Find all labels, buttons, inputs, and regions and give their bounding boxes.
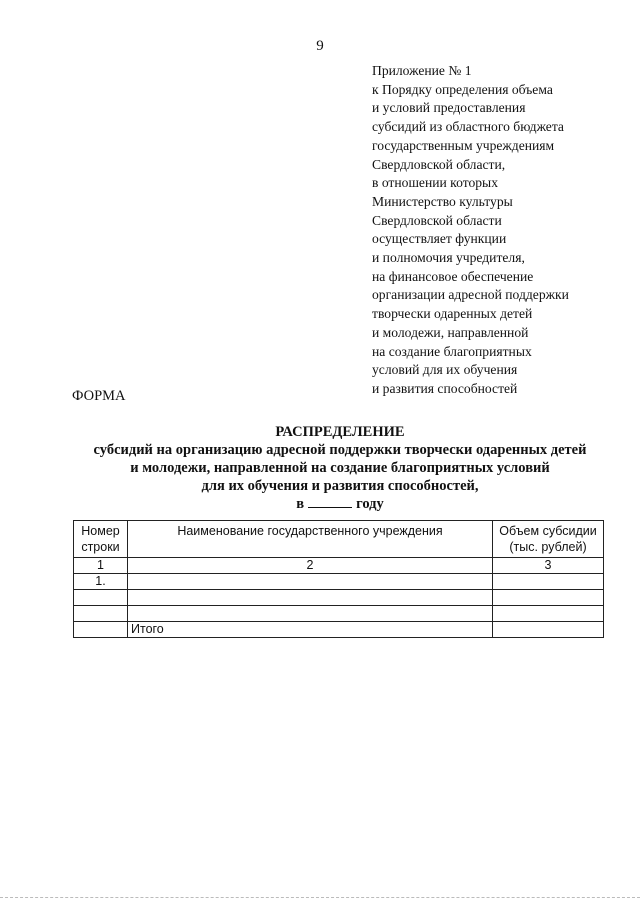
institution-name-cell[interactable] [128, 606, 493, 622]
table-row [74, 606, 604, 622]
appendix-line: в отношении которых [372, 175, 498, 191]
form-label: ФОРМА [72, 388, 126, 404]
appendix-note [372, 62, 632, 399]
appendix-line: субсидий из областного бюджета [372, 119, 564, 135]
title-line: для их обучения и развития способностей, [201, 478, 479, 494]
row-number-cell[interactable] [74, 606, 128, 622]
title-heading: РАСПРЕДЕЛЕНИЕ [275, 424, 405, 440]
header-text: строки [81, 540, 120, 554]
column-number: 2 [128, 558, 493, 574]
appendix-line: и полномочия учредителя, [372, 250, 525, 266]
subsidy-amount-cell[interactable] [493, 606, 604, 622]
year-line [60, 495, 620, 513]
column-number-row [74, 558, 604, 574]
header-institution-name [128, 521, 493, 558]
table-header-row [74, 521, 604, 558]
appendix-line: Приложение № 1 [372, 63, 472, 78]
column-number: 1 [74, 558, 128, 574]
appendix-line: государственным учреждениям [372, 137, 555, 153]
appendix-line: и молодежи, направленной [372, 324, 529, 340]
appendix-line: Министерство культуры [372, 193, 513, 209]
header-text: (тыс. рублей) [509, 540, 587, 554]
row-number-cell[interactable]: 1. [74, 574, 128, 590]
title-line: и молодежи, направленной на создание благоприятных условий [130, 460, 550, 476]
total-amount-cell[interactable] [493, 622, 604, 638]
header-text: Номер [81, 524, 120, 538]
appendix-line: осуществляет функции [372, 231, 507, 247]
header-row-number [74, 521, 128, 558]
page-edge-divider [0, 897, 640, 898]
appendix-line: условий для их обучения [372, 362, 518, 378]
appendix-line: организации адресной поддержки [372, 287, 569, 303]
distribution-table [73, 520, 604, 638]
column-number: 3 [493, 558, 604, 574]
total-row [74, 622, 604, 638]
header-subsidy-amount [493, 521, 604, 558]
appendix-line: на создание благоприятных [372, 343, 532, 359]
appendix-line: к Порядку определения объема [372, 81, 553, 97]
appendix-line: Свердловской области, [372, 156, 506, 172]
subsidy-amount-cell[interactable] [493, 590, 604, 606]
table-row [74, 574, 604, 590]
year-suffix: году [356, 496, 384, 512]
total-label: Итого [128, 622, 493, 638]
total-number-cell [74, 622, 128, 638]
year-blank-field[interactable] [308, 495, 352, 508]
institution-name-cell[interactable] [128, 590, 493, 606]
appendix-line: и условий предоставления [372, 100, 526, 116]
year-prefix: в [296, 496, 305, 512]
page-number: 9 [316, 38, 324, 54]
document-title [60, 423, 620, 513]
row-number-cell[interactable] [74, 590, 128, 606]
appendix-line: Свердловской области [372, 212, 502, 228]
header-text: Объем субсидии [499, 524, 597, 538]
appendix-line: и развития способностей [372, 380, 518, 396]
table-row [74, 590, 604, 606]
title-line: субсидий на организацию адресной поддержки творчески одаренных детей [93, 442, 587, 458]
header-text: Наименование государственного учреждения [177, 524, 443, 538]
appendix-line: творчески одаренных детей [372, 306, 533, 322]
subsidy-amount-cell[interactable] [493, 574, 604, 590]
institution-name-cell[interactable] [128, 574, 493, 590]
appendix-line: на финансовое обеспечение [372, 268, 534, 284]
